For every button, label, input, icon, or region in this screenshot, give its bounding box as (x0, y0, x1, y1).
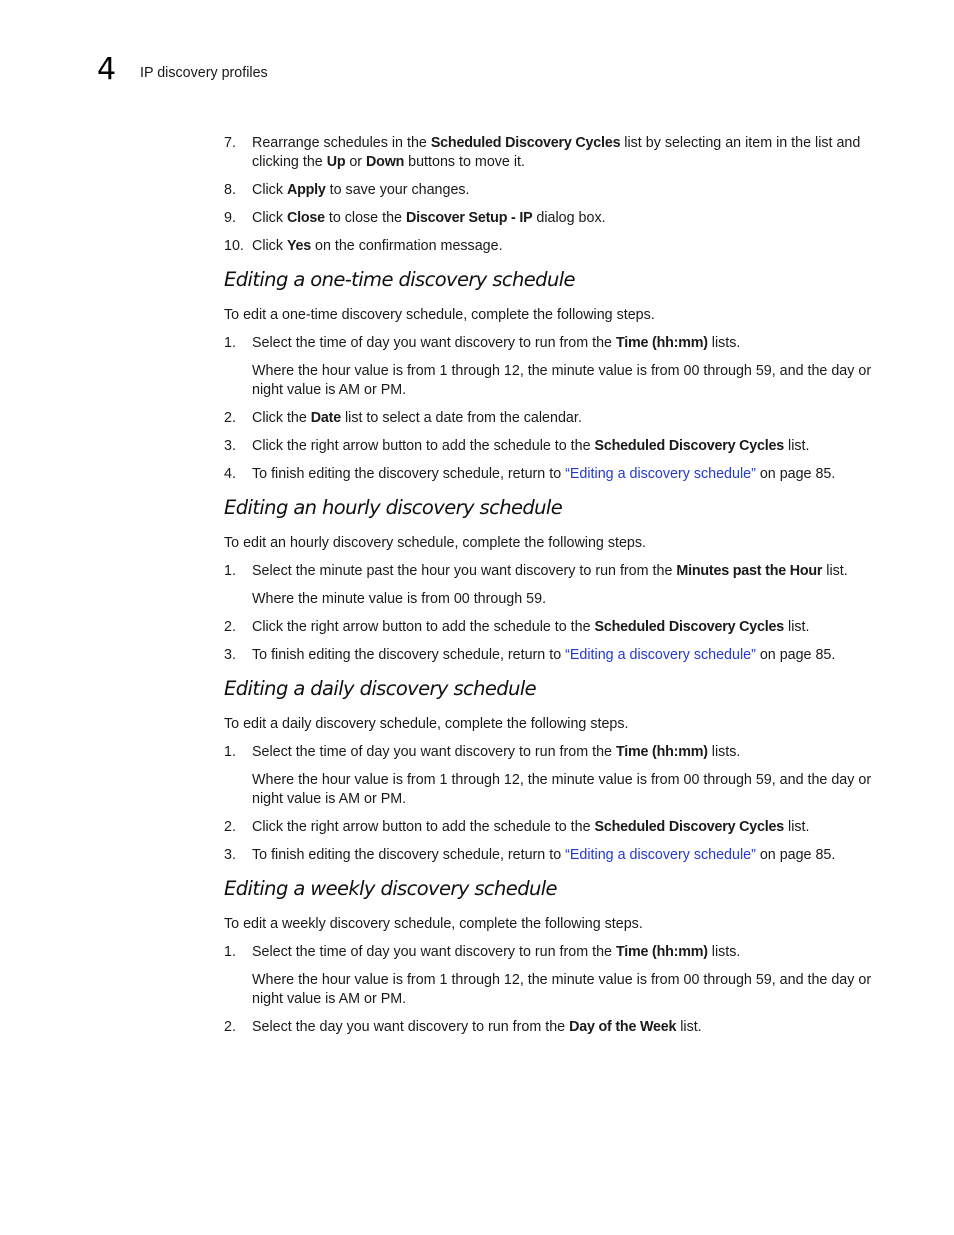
section-intro: To edit a one-time discovery schedule, complete the following steps. (224, 307, 655, 323)
section-intro: To edit a daily discovery schedule, complete the following steps. (224, 716, 629, 732)
running-header-title: IP discovery profiles (140, 65, 268, 81)
step-text: lists. (707, 944, 741, 960)
section-heading: Editing a weekly discovery schedule (224, 877, 557, 900)
intro-steps-list (224, 134, 874, 256)
ui-term: Down (366, 154, 405, 170)
step-item (224, 943, 874, 962)
step-text: on page 85. (755, 466, 836, 482)
step-body (252, 943, 874, 962)
step-body (252, 409, 874, 428)
step-number: 10. (224, 238, 244, 254)
step-text: or (345, 154, 367, 170)
ui-term: Scheduled Discovery Cycles (594, 438, 785, 454)
section-intro: To edit a weekly discovery schedule, complete the following steps. (224, 916, 643, 932)
step-text: on page 85. (755, 647, 836, 663)
step-text: lists. (707, 335, 741, 351)
step-text: Select the time of day you want discovery to run from the (252, 744, 616, 760)
step-number: 2. (224, 819, 236, 835)
section (224, 496, 874, 665)
ui-term: Day of the Week (569, 1019, 677, 1035)
ui-term: Close (286, 210, 325, 226)
step-body (252, 465, 874, 484)
step-text: list by selecting an item in the list and clicking the (252, 135, 861, 170)
step-text: to close the (324, 210, 406, 226)
step-item (224, 562, 874, 581)
step-body (252, 1018, 874, 1037)
step-text: Click the (252, 410, 311, 426)
step-number: 2. (224, 1019, 236, 1035)
step-number: 1. (224, 335, 236, 351)
step-text: To finish editing the discovery schedule, return to (252, 647, 566, 663)
ui-term: Time (hh:mm) (615, 744, 708, 760)
ui-term: Scheduled Discovery Cycles (430, 135, 621, 151)
step-item (224, 618, 874, 637)
step-number: 3. (224, 847, 236, 863)
step-item (224, 237, 874, 256)
step-text: Select the time of day you want discovery to run from the (252, 944, 616, 960)
step-body (252, 562, 874, 581)
ui-term: Yes (286, 238, 312, 254)
step-number: 3. (224, 438, 236, 454)
section-intro: To edit an hourly discovery schedule, complete the following steps. (224, 535, 646, 551)
step-body (252, 646, 874, 665)
step-item (224, 134, 874, 172)
step-item (224, 437, 874, 456)
ui-term: Time (hh:mm) (615, 335, 708, 351)
step-text: list. (784, 819, 810, 835)
step-text: lists. (707, 744, 741, 760)
step-number: 9. (224, 210, 236, 226)
cross-reference-link[interactable]: “Editing a discovery schedule” (565, 466, 756, 482)
step-item (224, 846, 874, 865)
ui-term: Minutes past the Hour (676, 563, 823, 579)
section-heading: Editing an hourly discovery schedule (224, 496, 563, 519)
step-text: Rearrange schedules in the (252, 135, 431, 151)
section (224, 268, 874, 484)
step-text: list. (784, 619, 810, 635)
step-text: on the confirmation message. (311, 238, 503, 254)
step-text: to save your changes. (325, 182, 470, 198)
step-number: 8. (224, 182, 236, 198)
chapter-number: 4 (97, 52, 117, 87)
step-text: list. (676, 1019, 702, 1035)
step-text: Click the right arrow button to add the schedule to the (252, 819, 595, 835)
step-text: Where the minute value is from 00 through 59. (252, 591, 547, 607)
step-body (252, 818, 874, 837)
step-number: 2. (224, 619, 236, 635)
step-text: Select the time of day you want discovery to run from the (252, 335, 616, 351)
step-text: Select the day you want discovery to run from the (252, 1019, 570, 1035)
step-text: Click (252, 210, 287, 226)
step-item (224, 181, 874, 200)
step-text: dialog box. (532, 210, 606, 226)
ui-term: Date (310, 410, 341, 426)
step-text: Click the right arrow button to add the schedule to the (252, 438, 595, 454)
step-number: 7. (224, 135, 236, 151)
step-item (224, 646, 874, 665)
cross-reference-link[interactable]: “Editing a discovery schedule” (565, 847, 756, 863)
step-text: Click (252, 182, 287, 198)
step-text: Where the hour value is from 1 through 12, the minute value is from 00 through 59, and the day or night value is AM or PM. (252, 363, 872, 398)
step-item (224, 1018, 874, 1037)
step-text: list. (784, 438, 810, 454)
section (224, 677, 874, 865)
step-body (252, 618, 874, 637)
step-body (252, 237, 874, 256)
step-note (252, 362, 874, 400)
step-text: Click (252, 238, 287, 254)
step-note (252, 971, 874, 1009)
section-heading: Editing a one-time discovery schedule (224, 268, 575, 291)
step-body (252, 334, 874, 353)
step-number: 2. (224, 410, 236, 426)
step-number: 1. (224, 563, 236, 579)
step-text: list to select a date from the calendar. (341, 410, 582, 426)
ui-term: Scheduled Discovery Cycles (594, 619, 785, 635)
step-item (224, 465, 874, 484)
cross-reference-link[interactable]: “Editing a discovery schedule” (565, 647, 756, 663)
section (224, 877, 874, 1037)
step-text: To finish editing the discovery schedule, return to (252, 847, 566, 863)
page-content (224, 134, 874, 1046)
step-number: 1. (224, 944, 236, 960)
step-body (252, 181, 874, 200)
step-text: buttons to move it. (404, 154, 525, 170)
ui-term: Up (326, 154, 346, 170)
ui-term: Discover Setup - IP (405, 210, 533, 226)
section-heading: Editing a daily discovery schedule (224, 677, 537, 700)
step-text: Where the hour value is from 1 through 12, the minute value is from 00 through 59, and the day or night value is AM or PM. (252, 972, 872, 1007)
step-text: Select the minute past the hour you want discovery to run from the (252, 563, 677, 579)
step-body (252, 134, 874, 172)
step-body (252, 209, 874, 228)
step-body (252, 846, 874, 865)
step-item (224, 209, 874, 228)
step-text: Click the right arrow button to add the schedule to the (252, 619, 595, 635)
step-note (252, 771, 874, 809)
ui-term: Apply (286, 182, 326, 198)
step-text: list. (822, 563, 848, 579)
step-text: To finish editing the discovery schedule, return to (252, 466, 566, 482)
step-number: 1. (224, 744, 236, 760)
step-item (224, 818, 874, 837)
step-body (252, 437, 874, 456)
ui-term: Scheduled Discovery Cycles (594, 819, 785, 835)
sections-container (224, 268, 874, 1037)
step-text: Where the hour value is from 1 through 12, the minute value is from 00 through 59, and the day or night value is AM or PM. (252, 772, 872, 807)
step-item (224, 743, 874, 762)
step-text: on page 85. (755, 847, 836, 863)
step-item (224, 334, 874, 353)
step-item (224, 409, 874, 428)
step-note (252, 590, 874, 609)
step-number: 3. (224, 647, 236, 663)
ui-term: Time (hh:mm) (615, 944, 708, 960)
step-number: 4. (224, 466, 236, 482)
step-body (252, 743, 874, 762)
